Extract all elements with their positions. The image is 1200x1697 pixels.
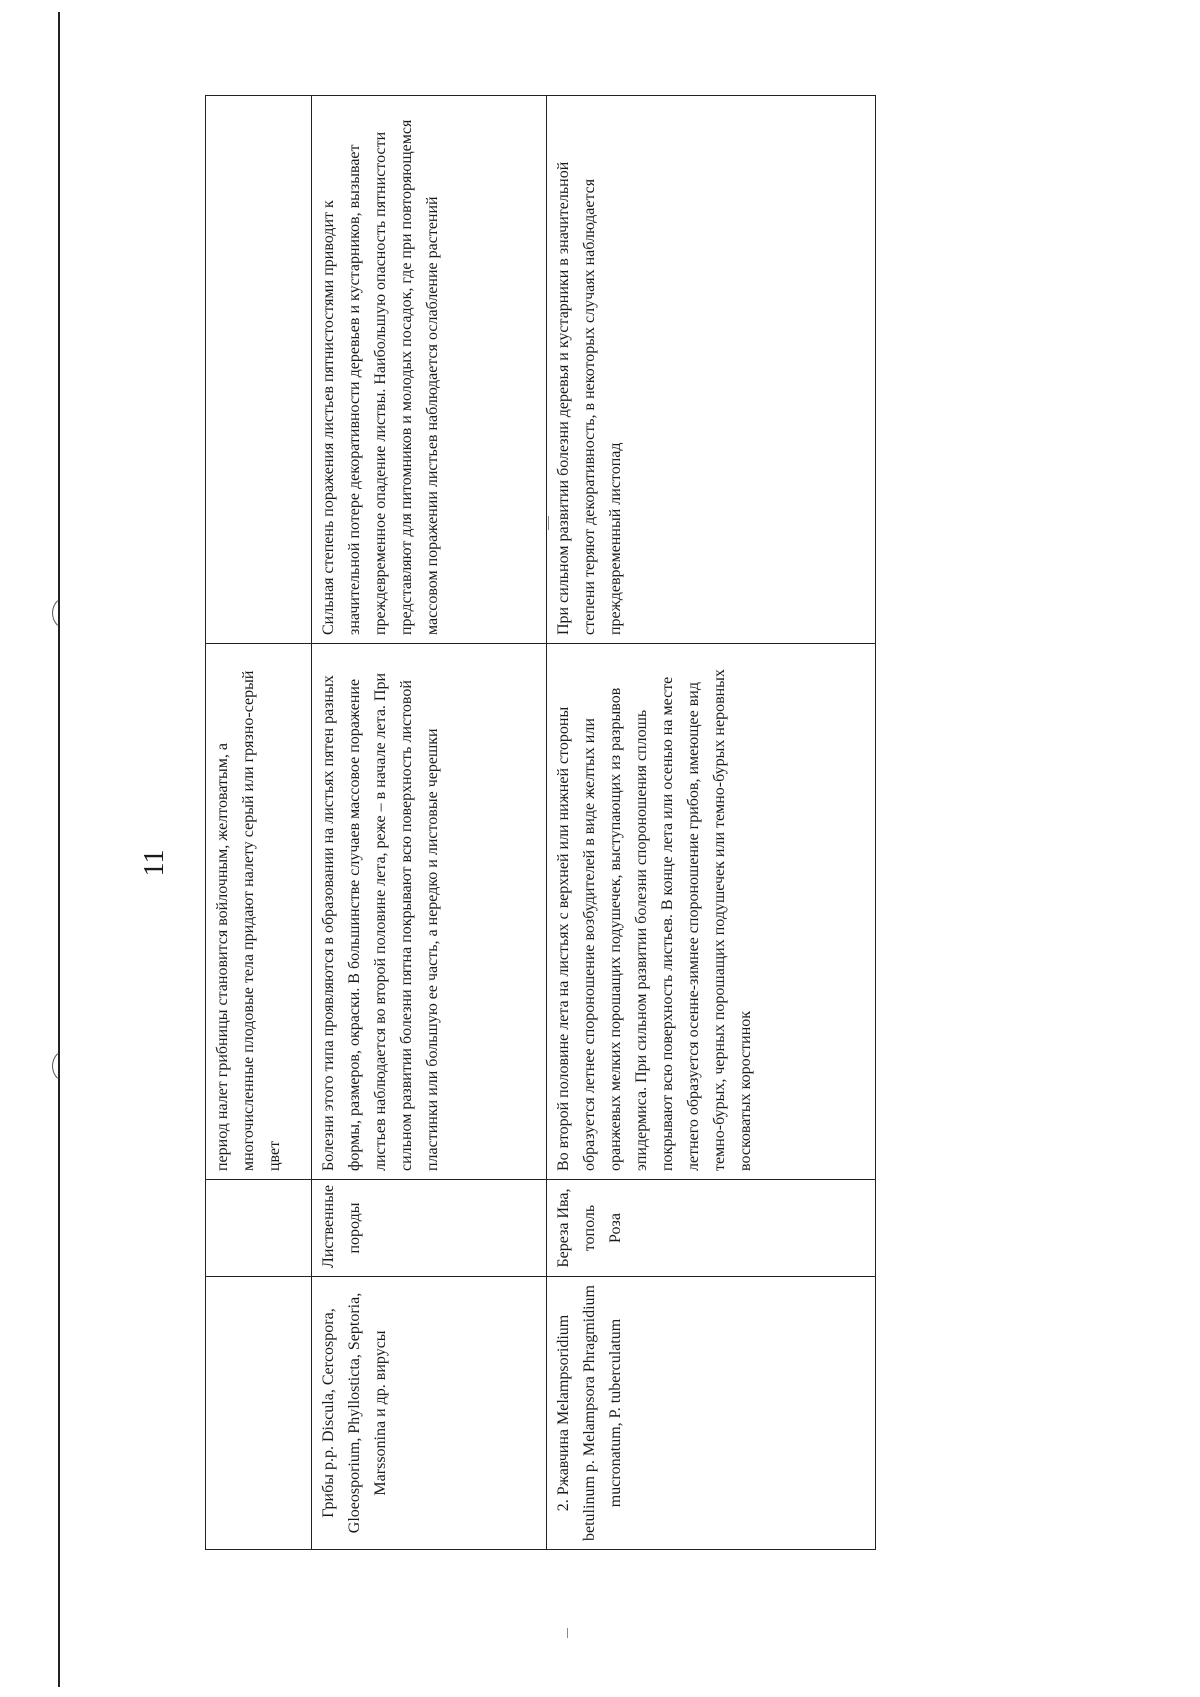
table-row <box>547 96 876 1550</box>
disease-table <box>205 95 876 1550</box>
symptoms-cell: Болезни этого типа проявляются в образовании на листьях пятен разных формы, размеров, окраски. В большинстве случаев массовое поражение листьев наблюдается во второй половине лета, реже – в начале лета. При сильном развитии болезни пятна покрывают всю поверхность листовой пластинки или большую ее часть, а нередко и листовые черешки <box>312 644 547 1180</box>
page-margin-line <box>58 12 60 1687</box>
symptoms-cell: Во второй половине лета на листьях с верхней или нижней стороны образуется летнее спороношение возбудителей в виде желтых или оранжевых мелких порошащих подушечек, выступающих из разрывов эпидермиса. При сильном развитии болезни спороношения сплошь покрывают всю поверхность листьев. В конце лета или осенью на месте летнего образуется осенне-зимнее спороношение грибов, имеющее вид темно-бурых, черных порошащих подушечек или темно-бурых неровных восковатых коростинок <box>547 644 876 1180</box>
symptoms-cell: период налет грибницы становится войлочным, желтоватым, а многочисленные плодовые тела придают налету серый или грязно-серый цвет <box>206 644 312 1180</box>
host-cell <box>206 1180 312 1277</box>
harm-cell <box>206 96 312 644</box>
pathogen-cell <box>206 1277 312 1550</box>
table-row <box>312 96 547 1550</box>
host-cell: Лиственные породы <box>312 1180 547 1277</box>
pathogen-cell: Грибы р.р. Discula, Cercospora, Gloeosporium, Phyllosticta, Septoria, Marssonina и др. вирусы <box>312 1277 547 1550</box>
harm-cell: Сильная степень поражения листьев пятнистостями приводит к значительной потере декоративности деревьев и кустарников, вызывает преждевременное опадение листвы. Наибольшую опасность пятнистости представляют для питомников и молодых посадок, где при повторяющемся массовом поражении листьев наблюдается ослабление растений <box>312 96 547 644</box>
punch-hole-mark <box>52 595 88 631</box>
scan-speck <box>567 1628 568 1638</box>
pathogen-cell: 2. Ржавчина Melampsoridium betulinum р. Melampsora Phragmidium mucronatum, P. tuberculatum <box>547 1277 876 1550</box>
table-row <box>206 96 312 1550</box>
rotated-table-container <box>205 119 875 1550</box>
page-number: 11 <box>139 849 170 877</box>
host-cell: Береза Ива, тополь Роза <box>547 1180 876 1277</box>
punch-hole-mark <box>52 1048 88 1084</box>
harm-cell: При сильном развитии болезни деревья и кустарники в значительной степени теряют декоративность, в некоторых случаях наблюдается преждевременный листопад <box>547 96 876 644</box>
